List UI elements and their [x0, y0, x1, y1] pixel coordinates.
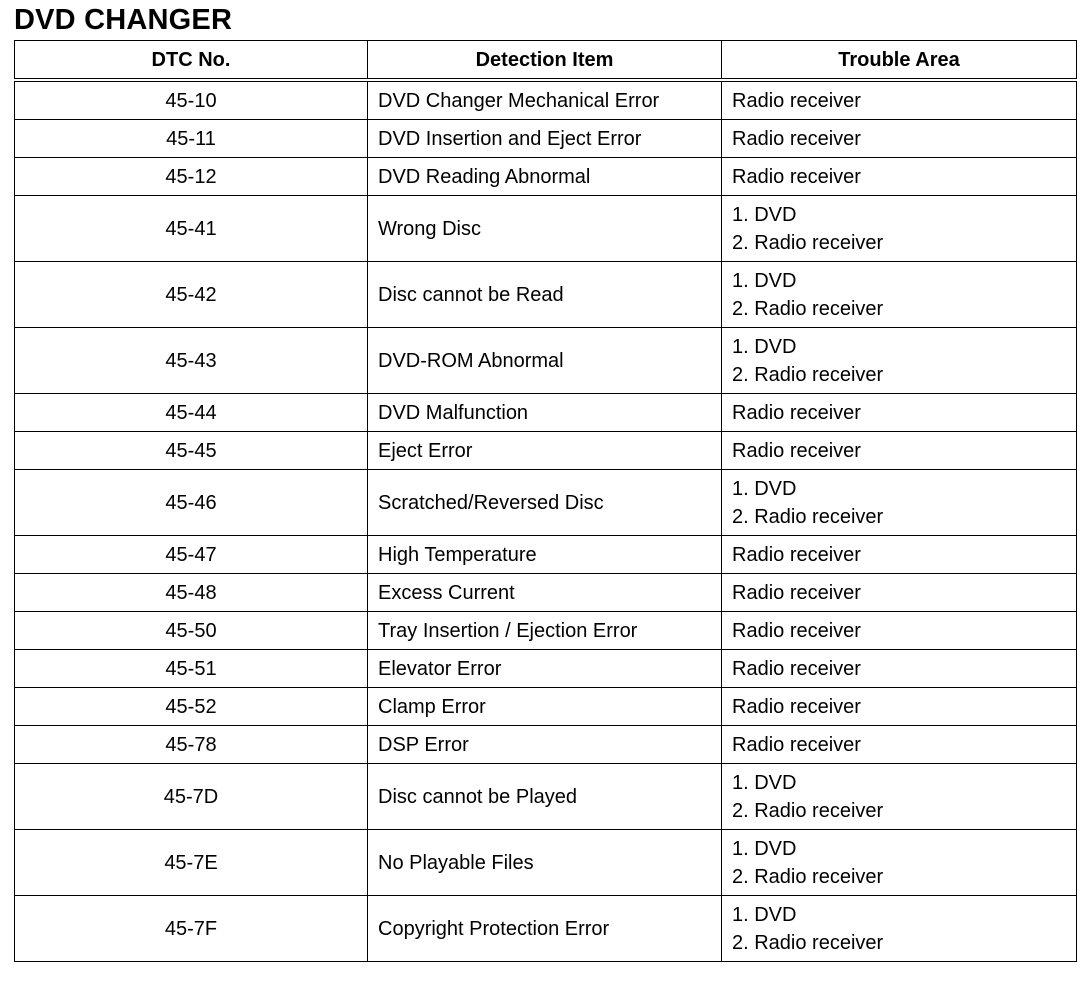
dtc-code-cell: 45-7E	[15, 830, 368, 896]
trouble-area-line: Radio receiver	[732, 657, 861, 680]
detection-item-cell: Disc cannot be Read	[368, 262, 722, 328]
dtc-code-cell: 45-7D	[15, 764, 368, 830]
dtc-code-cell: 45-44	[15, 394, 368, 432]
dtc-code-cell: 45-10	[15, 80, 368, 120]
trouble-area-cell	[722, 764, 1077, 830]
trouble-area-line: Radio receiver	[732, 581, 861, 604]
trouble-area-line: Radio receiver	[732, 401, 861, 424]
header-trouble-area: Trouble Area	[722, 41, 1077, 81]
dtc-code-cell: 45-46	[15, 470, 368, 536]
table-row	[15, 764, 1077, 830]
trouble-area-line: 1. DVD	[732, 771, 797, 794]
trouble-area-cell	[722, 432, 1077, 470]
table-row	[15, 688, 1077, 726]
dtc-code-cell: 45-47	[15, 536, 368, 574]
table-row	[15, 394, 1077, 432]
trouble-area-line: 1. DVD	[732, 903, 797, 926]
detection-item-cell: Eject Error	[368, 432, 722, 470]
trouble-area-cell	[722, 650, 1077, 688]
trouble-area-line: Radio receiver	[732, 89, 861, 112]
dtc-code-cell: 45-50	[15, 612, 368, 650]
table-row	[15, 158, 1077, 196]
page-title: DVD CHANGER	[14, 4, 233, 36]
trouble-area-line: Radio receiver	[732, 127, 861, 150]
detection-item-cell: Clamp Error	[368, 688, 722, 726]
table-row	[15, 574, 1077, 612]
dtc-table	[14, 40, 1077, 962]
trouble-area-line: Radio receiver	[732, 543, 861, 566]
trouble-area-line: 1. DVD	[732, 335, 797, 358]
table-row	[15, 80, 1077, 120]
dtc-code-cell: 45-51	[15, 650, 368, 688]
trouble-area-cell	[722, 196, 1077, 262]
table-row	[15, 120, 1077, 158]
table-row	[15, 328, 1077, 394]
trouble-area-cell	[722, 120, 1077, 158]
trouble-area-cell	[722, 536, 1077, 574]
detection-item-cell: Wrong Disc	[368, 196, 722, 262]
trouble-area-line: 1. DVD	[732, 269, 797, 292]
table-row	[15, 830, 1077, 896]
dtc-code-cell: 45-78	[15, 726, 368, 764]
detection-item-cell: DSP Error	[368, 726, 722, 764]
dtc-code-cell: 45-45	[15, 432, 368, 470]
trouble-area-line: Radio receiver	[732, 695, 861, 718]
trouble-area-line: Radio receiver	[732, 165, 861, 188]
trouble-area-line: 2. Radio receiver	[732, 865, 884, 888]
table-row	[15, 262, 1077, 328]
trouble-area-cell	[722, 328, 1077, 394]
table-row	[15, 432, 1077, 470]
trouble-area-cell	[722, 470, 1077, 536]
detection-item-cell: DVD Reading Abnormal	[368, 158, 722, 196]
detection-item-cell: DVD Insertion and Eject Error	[368, 120, 722, 158]
detection-item-cell: No Playable Files	[368, 830, 722, 896]
detection-item-cell: DVD-ROM Abnormal	[368, 328, 722, 394]
trouble-area-cell	[722, 262, 1077, 328]
trouble-area-line: 2. Radio receiver	[732, 231, 884, 254]
detection-item-cell: Scratched/Reversed Disc	[368, 470, 722, 536]
dtc-code-cell: 45-43	[15, 328, 368, 394]
table-body	[15, 80, 1077, 962]
trouble-area-line: 2. Radio receiver	[732, 931, 884, 954]
dtc-code-cell: 45-7F	[15, 896, 368, 962]
table-row	[15, 896, 1077, 962]
table-header-row	[15, 41, 1077, 81]
trouble-area-line: 2. Radio receiver	[732, 297, 884, 320]
dtc-code-cell: 45-42	[15, 262, 368, 328]
header-detection-item: Detection Item	[368, 41, 722, 81]
detection-item-cell: Copyright Protection Error	[368, 896, 722, 962]
trouble-area-cell	[722, 896, 1077, 962]
table-row	[15, 726, 1077, 764]
trouble-area-line: 2. Radio receiver	[732, 363, 884, 386]
trouble-area-cell	[722, 574, 1077, 612]
trouble-area-line: Radio receiver	[732, 439, 861, 462]
detection-item-cell: High Temperature	[368, 536, 722, 574]
dtc-code-cell: 45-41	[15, 196, 368, 262]
trouble-area-cell	[722, 688, 1077, 726]
detection-item-cell: Tray Insertion / Ejection Error	[368, 612, 722, 650]
detection-item-cell: DVD Malfunction	[368, 394, 722, 432]
trouble-area-cell	[722, 726, 1077, 764]
dtc-code-cell: 45-11	[15, 120, 368, 158]
trouble-area-cell	[722, 80, 1077, 120]
trouble-area-line: 1. DVD	[732, 477, 797, 500]
detection-item-cell: Elevator Error	[368, 650, 722, 688]
detection-item-cell: Excess Current	[368, 574, 722, 612]
trouble-area-line: 1. DVD	[732, 837, 797, 860]
trouble-area-cell	[722, 830, 1077, 896]
trouble-area-line: Radio receiver	[732, 733, 861, 756]
table-row	[15, 196, 1077, 262]
table-row	[15, 536, 1077, 574]
trouble-area-cell	[722, 394, 1077, 432]
detection-item-cell: Disc cannot be Played	[368, 764, 722, 830]
table-row	[15, 650, 1077, 688]
dtc-code-cell: 45-52	[15, 688, 368, 726]
dtc-code-cell: 45-12	[15, 158, 368, 196]
detection-item-cell: DVD Changer Mechanical Error	[368, 80, 722, 120]
trouble-area-cell	[722, 612, 1077, 650]
dtc-code-cell: 45-48	[15, 574, 368, 612]
table-row	[15, 470, 1077, 536]
trouble-area-line: 2. Radio receiver	[732, 505, 884, 528]
trouble-area-line: 2. Radio receiver	[732, 799, 884, 822]
trouble-area-line: Radio receiver	[732, 619, 861, 642]
table-row	[15, 612, 1077, 650]
trouble-area-cell	[722, 158, 1077, 196]
header-dtc-no: DTC No.	[15, 41, 368, 81]
trouble-area-line: 1. DVD	[732, 203, 797, 226]
